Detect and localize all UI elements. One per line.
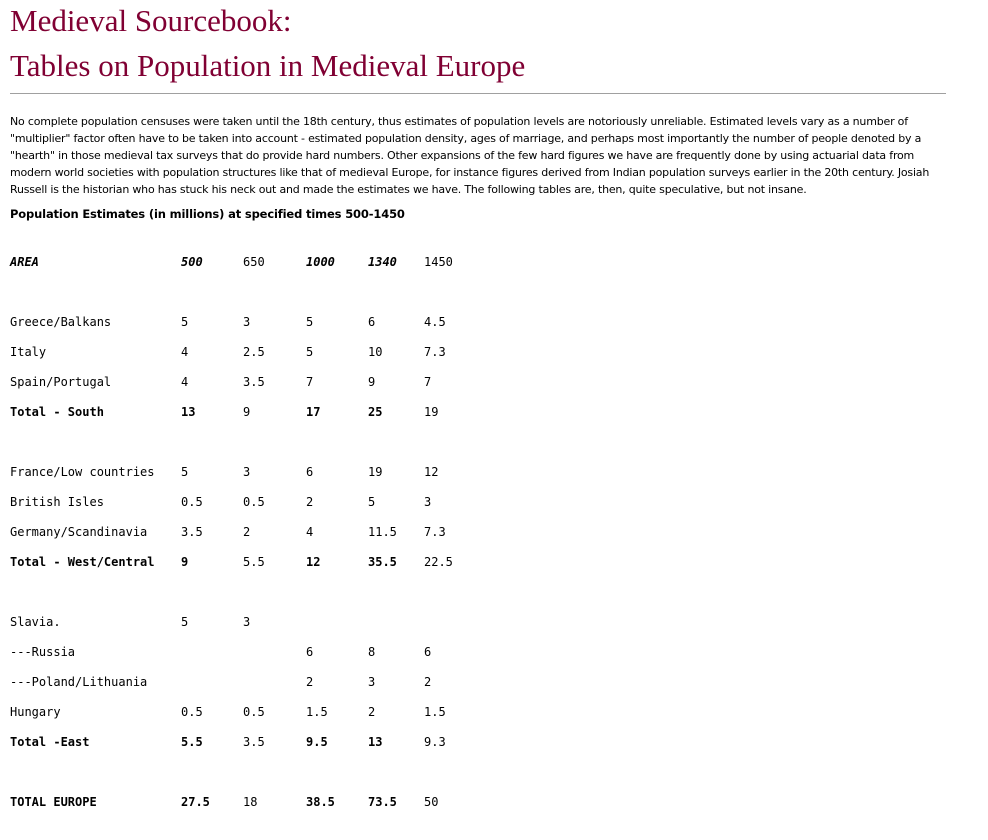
table-header-cell: 1340 bbox=[368, 255, 397, 269]
table-cell: 0.5 bbox=[243, 495, 265, 509]
table-cell: Slavia. bbox=[10, 615, 61, 629]
table-cell: 2 bbox=[243, 525, 251, 539]
table-cell: 12 bbox=[424, 465, 439, 479]
table-total-cell: 9 bbox=[181, 555, 189, 569]
table-header-cell: AREA bbox=[10, 255, 39, 269]
table-cell: 0.5 bbox=[243, 705, 265, 719]
table-total-cell: 3.5 bbox=[243, 735, 265, 749]
table-cell: 11.5 bbox=[368, 525, 397, 539]
table-cell: 6 bbox=[424, 645, 432, 659]
table-header-cell: 1450 bbox=[424, 255, 453, 269]
table-cell: 5 bbox=[306, 345, 314, 359]
table-grand-total-cell: 27.5 bbox=[181, 795, 210, 809]
table-cell: 19 bbox=[368, 465, 383, 479]
table-header-cell: 650 bbox=[243, 255, 265, 269]
page-title-line2: Tables on Population in Medieval Europe bbox=[10, 48, 526, 83]
table-total-cell: 12 bbox=[306, 555, 321, 569]
table-cell: 3 bbox=[368, 675, 376, 689]
table-total-cell: 5.5 bbox=[243, 555, 265, 569]
table-cell: 3 bbox=[243, 315, 251, 329]
table-cell: Germany/Scandinavia bbox=[10, 525, 148, 539]
horizontal-rule bbox=[10, 93, 946, 94]
table-cell: 7 bbox=[306, 375, 314, 389]
table-cell: 1.5 bbox=[306, 705, 328, 719]
table-total-cell: 22.5 bbox=[424, 555, 453, 569]
table-cell: 5 bbox=[181, 615, 189, 629]
table-total-cell: 13 bbox=[368, 735, 383, 749]
table-grand-total-cell: TOTAL EUROPE bbox=[10, 795, 97, 809]
table-cell: 7.3 bbox=[424, 525, 446, 539]
table-cell: ---Russia bbox=[10, 645, 76, 659]
table-cell: 4.5 bbox=[424, 315, 446, 329]
table-cell: 3 bbox=[243, 465, 251, 479]
table-cell: 2 bbox=[306, 495, 314, 509]
table-cell: 6 bbox=[306, 645, 314, 659]
table-cell: 5 bbox=[181, 465, 189, 479]
table-total-cell: 9.3 bbox=[424, 735, 446, 749]
table-cell: 3.5 bbox=[181, 525, 203, 539]
table-cell: 5 bbox=[368, 495, 376, 509]
table-total-cell: 17 bbox=[306, 405, 321, 419]
table-cell: 10 bbox=[368, 345, 383, 359]
table-total-cell: 13 bbox=[181, 405, 196, 419]
table-header-cell: 1000 bbox=[306, 255, 335, 269]
table-cell: 3 bbox=[424, 495, 432, 509]
intro-paragraph: No complete population censuses were taken until the 18th century, thus estimates of population levels are notoriously unreliable. Estimated levels vary as a number of "multiplier" factor often have to be taken into account - estimated population density, ages of marriage, and perhaps most importantly the number of people denoted by a "hearth" in those medieval tax surveys that do provide hard numbers. Other expansions of the few hard figures we have are frequently done by using actuarial data from modern world societies with population structures like that of medieval Europe, for instance figures derived from Indian population surveys earlier in the 20th century. Josiah Russell is the historian who has stuck his neck out and made the estimates we have. The following tables are, then, quite speculative, but not insane. bbox=[10, 115, 930, 196]
table-total-cell: 19 bbox=[424, 405, 439, 419]
table-cell: 5 bbox=[181, 315, 189, 329]
table-total-cell: 9 bbox=[243, 405, 251, 419]
table-cell: 0.5 bbox=[181, 495, 203, 509]
table-cell: 4 bbox=[306, 525, 314, 539]
table-cell: Italy bbox=[10, 345, 47, 359]
table-grand-total-cell: 18 bbox=[243, 795, 258, 809]
table-cell: 7.3 bbox=[424, 345, 446, 359]
table-cell: 7 bbox=[424, 375, 432, 389]
table-cell: France/Low countries bbox=[10, 465, 155, 479]
table-cell: 2 bbox=[368, 705, 376, 719]
table-heading: Population Estimates (in millions) at specified times 500-1450 bbox=[10, 207, 405, 221]
table-cell: 2.5 bbox=[243, 345, 265, 359]
table-grand-total-cell: 50 bbox=[424, 795, 439, 809]
table-total-cell: Total - South bbox=[10, 405, 104, 419]
table-cell: 6 bbox=[306, 465, 314, 479]
table-grand-total-cell: 73.5 bbox=[368, 795, 397, 809]
table-cell: 3.5 bbox=[243, 375, 265, 389]
table-total-cell: Total -East bbox=[10, 735, 90, 749]
table-grand-total-cell: 38.5 bbox=[306, 795, 335, 809]
table-cell: 4 bbox=[181, 345, 189, 359]
page-title-line1: Medieval Sourcebook: bbox=[10, 3, 292, 38]
table-cell: 4 bbox=[181, 375, 189, 389]
table-total-cell: 35.5 bbox=[368, 555, 397, 569]
table-cell: 0.5 bbox=[181, 705, 203, 719]
table-cell: 2 bbox=[306, 675, 314, 689]
table-cell: 8 bbox=[368, 645, 376, 659]
table-cell: 3 bbox=[243, 615, 251, 629]
table-header-cell: 500 bbox=[181, 255, 203, 269]
table-cell: 5 bbox=[306, 315, 314, 329]
table-total-cell: 5.5 bbox=[181, 735, 203, 749]
table-cell: Greece/Balkans bbox=[10, 315, 112, 329]
table-cell: British Isles bbox=[10, 495, 104, 509]
table-cell: 6 bbox=[368, 315, 376, 329]
table-total-cell: Total - West/Central bbox=[10, 555, 155, 569]
table-cell: ---Poland/Lithuania bbox=[10, 675, 148, 689]
table-cell: 1.5 bbox=[424, 705, 446, 719]
table-cell: Spain/Portugal bbox=[10, 375, 112, 389]
table-cell: 9 bbox=[368, 375, 376, 389]
table-cell: Hungary bbox=[10, 705, 61, 719]
table-cell: 2 bbox=[424, 675, 432, 689]
table-total-cell: 25 bbox=[368, 405, 383, 419]
table-total-cell: 9.5 bbox=[306, 735, 328, 749]
